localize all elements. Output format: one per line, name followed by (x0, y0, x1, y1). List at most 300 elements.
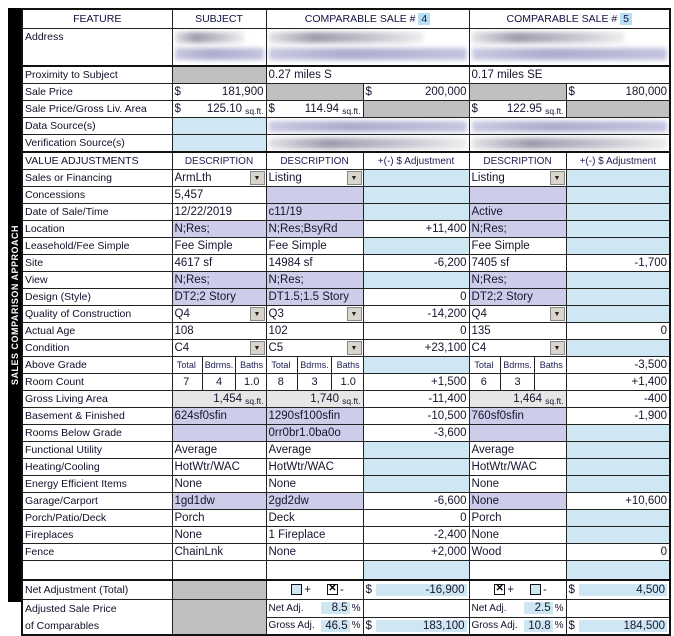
feature-label: Net Adjustment (Total) (22, 580, 172, 600)
money-value: 180,000 (625, 86, 668, 98)
feature-label: Proximity to Subject (22, 66, 172, 84)
net-adj-label: Net Adj. (471, 602, 507, 614)
subject-gla[interactable] (172, 391, 266, 408)
table-row (22, 84, 670, 101)
feature-label: Porch/Patio/Deck (22, 510, 172, 527)
adjusted-price-value: 184,500 (579, 620, 668, 632)
subject-value-cell[interactable]: Porch (172, 510, 266, 527)
comp5-adjustment-cell[interactable] (566, 170, 670, 187)
comp4-description-cell (266, 561, 363, 581)
currency-symbol: $ (568, 86, 575, 98)
feature-label (22, 561, 172, 581)
dropdown-arrow-icon[interactable]: ▼ (250, 341, 265, 355)
comp4-description-cell[interactable]: DT1.5;1.5 Story (266, 289, 363, 306)
dropdown-arrow-icon[interactable]: ▼ (550, 171, 565, 185)
comp4-adjustment-cell[interactable]: +23,100 (363, 340, 469, 357)
comp4-adjusted-price[interactable] (363, 617, 469, 635)
comp5-adjustment-cell[interactable] (566, 272, 670, 289)
baths-header: Baths (336, 360, 360, 370)
comp5-gla[interactable] (469, 391, 566, 408)
comp4-description-cell[interactable]: None (266, 544, 363, 561)
table-row (22, 561, 670, 581)
money-value: 114.94 (304, 103, 340, 115)
table-row (22, 493, 670, 510)
currency-symbol: $ (268, 103, 275, 115)
comp4-description-cell[interactable]: Q3 ▼ (266, 306, 363, 323)
comp4-address-redacted (266, 29, 469, 67)
comp4-description-redacted (266, 135, 469, 153)
table-row (22, 118, 670, 135)
feature-label: Actual Age (22, 323, 172, 340)
subject-value-cell[interactable]: Q4 ▼ (172, 306, 266, 323)
baths-value[interactable]: 1.0 (340, 376, 356, 388)
dropdown-arrow-icon[interactable]: ▼ (347, 307, 362, 321)
bedrooms-header: Bdrms. (298, 357, 332, 373)
comp5-adjustment-cell[interactable] (566, 289, 670, 306)
column-header-comp4 (266, 9, 469, 29)
dropdown-arrow-icon[interactable]: ▼ (347, 341, 362, 355)
comp4-adjustment-cell[interactable] (363, 238, 469, 255)
subject-room-count (172, 374, 266, 391)
plus-checkbox[interactable] (494, 584, 505, 595)
currency-symbol: $ (174, 86, 181, 98)
subject-value-cell[interactable] (172, 84, 266, 101)
comp5-header-text: COMPARABLE SALE # (506, 13, 618, 25)
feature-label: Gross Living Area (22, 391, 172, 408)
feature-label: Condition (22, 340, 172, 357)
comp4-adjustment-cell[interactable]: -14,200 (363, 306, 469, 323)
feature-label: Quality of Construction (22, 306, 172, 323)
comp5-adjustment-cell[interactable]: -3,500 (566, 357, 670, 374)
plus-checkbox[interactable] (291, 584, 302, 595)
comp4-adjustment-cell[interactable] (363, 187, 469, 204)
comp5-description-cell (469, 187, 566, 204)
comp4-description-cell[interactable]: 1290sf100sfin (266, 408, 363, 425)
total-header: Total (266, 357, 298, 373)
comp4-net-adj-pct[interactable] (266, 600, 363, 618)
adjusted-price-row-2 (22, 617, 670, 635)
comp5-adjustment-cell[interactable] (566, 425, 670, 442)
comp4-description-cell[interactable]: Fee Simple (266, 238, 363, 255)
subject-room-headers (172, 357, 266, 374)
table-row (22, 306, 670, 323)
comp4-adjustment-cell[interactable]: -6,200 (363, 255, 469, 272)
feature-label: Fireplaces (22, 527, 172, 544)
subject-value-cell[interactable]: None (172, 527, 266, 544)
plus-label: + (304, 584, 311, 596)
above-grade-row (22, 357, 670, 374)
comp5-adjustment-cell[interactable]: -1,700 (566, 255, 670, 272)
subject-value-cell[interactable]: ArmLth ▼ (172, 170, 266, 187)
net-adjustment-row (22, 580, 670, 600)
comp5-adjustment-cell[interactable]: -400 (566, 391, 670, 408)
minus-group (321, 584, 344, 596)
comp4-adjustment-cell[interactable]: -10,500 (363, 408, 469, 425)
feature-label: Above Grade (22, 357, 172, 374)
comp4-adjustment-cell[interactable] (363, 272, 469, 289)
table-row (22, 238, 670, 255)
comp5-description-cell[interactable]: 760sf0sfin (469, 408, 566, 425)
comp4-description-cell[interactable]: 14984 sf (266, 255, 363, 272)
sqft-unit: sq.ft. (342, 395, 361, 406)
comp4-description-cell[interactable]: Average (266, 442, 363, 459)
subject-value-cell[interactable]: 624sf0sfin (172, 408, 266, 425)
comp4-adjustment-cell[interactable]: -3,600 (363, 425, 469, 442)
comp4-net-adjustment-amount[interactable] (363, 580, 469, 600)
plus-group (488, 584, 514, 596)
adjusted-price-row-1 (22, 600, 670, 618)
table-row (22, 135, 670, 153)
comp5-adjustment-header: +(-) $ Adjustment (566, 152, 670, 170)
feature-label: Concessions (22, 187, 172, 204)
subject-value-cell[interactable] (172, 118, 266, 135)
feature-label: Adjusted Sale Price (22, 600, 172, 618)
bedrooms-value[interactable]: 4 (203, 374, 236, 390)
value-adjustments-header-row (22, 152, 670, 170)
percent-sign: % (554, 620, 564, 632)
comp4-description-cell[interactable]: c11/19 (266, 204, 363, 221)
comp4-adjustment-cell[interactable] (363, 204, 469, 221)
comp5-adjustment-cell[interactable]: +10,600 (566, 493, 670, 510)
comp5-adjustment-cell[interactable] (566, 442, 670, 459)
comp5-description-cell[interactable]: 135 (469, 323, 566, 340)
comp4-description-cell[interactable]: 2gd2dw (266, 493, 363, 510)
comp4-description-cell[interactable]: 0rr0br1.0ba0o (266, 425, 363, 442)
sqft-unit: sq.ft. (545, 105, 564, 116)
comp5-blank-cell (566, 600, 670, 618)
comp5-adjustment-cell[interactable] (566, 204, 670, 221)
minus-group (524, 584, 547, 596)
comp4-blank-cell (363, 600, 469, 618)
comp4-description-cell[interactable]: 102 (266, 323, 363, 340)
comp4-description-cell (266, 84, 363, 101)
comp5-description-cell (469, 425, 566, 442)
baths-value[interactable]: 1.0 (244, 376, 260, 388)
subject-value-cell[interactable]: ChainLnk (172, 544, 266, 561)
subject-value-cell[interactable]: 1gd1dw (172, 493, 266, 510)
feature-label: Leasehold/Fee Simple (22, 238, 172, 255)
table-row (22, 101, 670, 118)
gla-value: 1,464 (513, 393, 543, 405)
table-row (22, 9, 670, 29)
table-row (22, 476, 670, 493)
subject-value-cell[interactable]: N;Res; (172, 221, 266, 238)
subject-value-cell[interactable]: None (172, 476, 266, 493)
comp5-adjustment-cell[interactable]: +1,400 (566, 374, 670, 391)
comp5-adjustment-cell[interactable] (566, 527, 670, 544)
comp4-adjustment-cell[interactable]: +1,500 (363, 374, 469, 391)
comp4-description-cell[interactable]: HotWtr/WAC (266, 459, 363, 476)
bedrooms-header: Bdrms. (203, 357, 236, 373)
comp5-description-cell[interactable]: Listing ▼ (469, 170, 566, 187)
dropdown-arrow-icon[interactable]: ▼ (550, 307, 565, 321)
comp5-adjustment-cell[interactable] (566, 476, 670, 493)
comp4-gla[interactable] (266, 391, 363, 408)
comp4-adjustment-cell[interactable] (363, 459, 469, 476)
feature-label: Address (22, 29, 172, 67)
section-sidebar (8, 8, 21, 602)
comp4-adjustment-cell[interactable]: -2,400 (363, 527, 469, 544)
table-row (22, 221, 670, 238)
subject-value-cell[interactable]: Average (172, 442, 266, 459)
feature-label: Garage/Carport (22, 493, 172, 510)
table-row (22, 204, 670, 221)
currency-symbol: $ (365, 619, 372, 632)
comp4-header-text: COMPARABLE SALE # (304, 13, 416, 25)
comp4-adjustment-cell[interactable]: -11,400 (363, 391, 469, 408)
feature-label: Basement & Finished (22, 408, 172, 425)
subject-value-cell[interactable]: 5,457 (172, 187, 266, 204)
comp5-room-headers (469, 357, 566, 374)
gross-adj-label: Gross Adj. (471, 620, 518, 632)
comp4-gross-adj-pct[interactable] (266, 617, 363, 635)
feature-label: Location (22, 221, 172, 238)
comp5-net-adj-pct[interactable] (469, 600, 566, 618)
comp4-adjustment-cell[interactable] (363, 170, 469, 187)
comp4-description-cell[interactable]: N;Res;BsyRd (266, 221, 363, 238)
percent-sign: % (351, 602, 361, 614)
total-header: Total (172, 357, 203, 373)
gross-adj-label: Gross Adj. (268, 620, 315, 632)
comp4-number-highlight: 4 (418, 13, 430, 25)
total-header: Total (469, 357, 501, 373)
comp4-adjustment-cell[interactable]: 0 (363, 323, 469, 340)
subject-value-cell[interactable]: C4 ▼ (172, 340, 266, 357)
net-adj-label: Net Adj. (268, 602, 304, 614)
room-count-row (22, 374, 670, 391)
plus-label: + (507, 584, 514, 596)
address-row (22, 29, 670, 67)
feature-label: Design (Style) (22, 289, 172, 306)
comp5-description-cell[interactable]: None (469, 527, 566, 544)
comp4-adjustment-cell[interactable] (363, 442, 469, 459)
comp4-description-cell[interactable]: 1 Fireplace (266, 527, 363, 544)
total-value[interactable]: 8 (266, 374, 298, 390)
comp4-adjustment-cell[interactable]: 0 (363, 510, 469, 527)
money-value: 125.10 (206, 103, 243, 115)
comp5-description-cell[interactable]: Average (469, 442, 566, 459)
comp5-adjustment-cell[interactable] (566, 84, 670, 101)
total-value[interactable]: 6 (469, 374, 501, 390)
table-row (22, 340, 670, 357)
total-value[interactable]: 7 (172, 374, 203, 390)
comp5-adjustment-cell[interactable] (566, 187, 670, 204)
bedrooms-value[interactable]: 3 (298, 374, 332, 390)
comp4-net-sign (266, 580, 363, 600)
bedrooms-header: Bdrms. (501, 357, 535, 373)
table-row (22, 527, 670, 544)
money-value: 181,900 (221, 86, 264, 98)
gla-value: 1,454 (213, 393, 243, 405)
comp4-adjustment-cell[interactable]: -6,600 (363, 493, 469, 510)
subject-description-header: DESCRIPTION (172, 152, 266, 170)
feature-label: Energy Efficient Items (22, 476, 172, 493)
currency-symbol: $ (365, 584, 372, 596)
table-row (22, 408, 670, 425)
comp5-adjustment-cell[interactable]: -1,900 (566, 408, 670, 425)
gross-living-area-row (22, 391, 670, 408)
bedrooms-value[interactable]: 3 (501, 374, 535, 390)
table-row (22, 510, 670, 527)
currency-symbol: $ (568, 619, 575, 632)
subject-value-cell (172, 561, 266, 581)
subject-value-cell[interactable]: 12/22/2019 (172, 204, 266, 221)
comp4-description-cell[interactable]: Deck (266, 510, 363, 527)
feature-label: Data Source(s) (22, 118, 172, 135)
section-label-vertical: SALES COMPARISON APPROACH (9, 224, 20, 385)
comp5-adjustment-cell[interactable] (566, 510, 670, 527)
baths-header: Baths (539, 360, 563, 370)
comp4-description-cell[interactable]: N;Res; (266, 272, 363, 289)
gross-pct-value: 46.5 (321, 620, 350, 632)
comp5-adjustment-cell[interactable] (566, 221, 670, 238)
comp5-adjustment-cell[interactable] (566, 306, 670, 323)
comp4-adjustment-cell[interactable]: +2,000 (363, 544, 469, 561)
comp5-adjustment-cell[interactable]: 0 (566, 544, 670, 561)
comp5-net-adjustment-amount[interactable] (566, 580, 670, 600)
feature-label: Sales or Financing (22, 170, 172, 187)
table-row (22, 66, 670, 84)
baths-value[interactable] (535, 374, 566, 390)
comp5-adjustment-cell[interactable]: 0 (566, 323, 670, 340)
comp5-description-cell[interactable]: N;Res; (469, 221, 566, 238)
feature-label: Sale Price/Gross Liv. Area (22, 101, 172, 118)
comp5-description-cell[interactable]: HotWtr/WAC (469, 459, 566, 476)
dropdown-arrow-icon[interactable]: ▼ (550, 341, 565, 355)
comp4-adjustment-cell[interactable] (363, 561, 469, 581)
table-row (22, 442, 670, 459)
table-row (22, 425, 670, 442)
comp4-adjustment-cell[interactable]: +11,400 (363, 221, 469, 238)
comp5-description-cell[interactable]: 0.17 miles SE (469, 66, 670, 84)
feature-label: Date of Sale/Time (22, 204, 172, 221)
subject-value-cell[interactable]: DT2;2 Story (172, 289, 266, 306)
table-row (22, 323, 670, 340)
column-header-comp5 (469, 9, 670, 29)
sqft-unit: sq.ft. (245, 395, 264, 406)
comp5-description-cell[interactable]: C4 ▼ (469, 340, 566, 357)
comp5-description-cell[interactable]: Porch (469, 510, 566, 527)
subject-shaded-cell (172, 580, 266, 600)
subject-value-cell[interactable]: N;Res; (172, 272, 266, 289)
comp5-description-cell[interactable]: Fee Simple (469, 238, 566, 255)
comp5-description-cell[interactable]: None (469, 493, 566, 510)
comp4-adjustment-cell[interactable] (363, 476, 469, 493)
comp5-adjustment-cell[interactable] (566, 340, 670, 357)
currency-symbol: $ (365, 86, 372, 98)
subject-value-cell[interactable]: 4617 sf (172, 255, 266, 272)
comp5-description-cell[interactable]: 7405 sf (469, 255, 566, 272)
comp5-description-redacted (469, 118, 670, 135)
dropdown-arrow-icon[interactable]: ▼ (250, 171, 265, 185)
sqft-unit: sq.ft. (545, 395, 564, 406)
sqft-unit: sq.ft. (245, 105, 264, 116)
comp4-adjustment-cell[interactable] (363, 84, 469, 101)
comp5-description-cell[interactable]: Wood (469, 544, 566, 561)
dropdown-arrow-icon[interactable]: ▼ (250, 307, 265, 321)
comp4-adjustment-cell (363, 101, 469, 118)
feature-label: View (22, 272, 172, 289)
currency-symbol: $ (174, 103, 181, 115)
comp5-number-highlight: 5 (620, 13, 632, 25)
feature-label: Sale Price (22, 84, 172, 101)
comp5-description-cell[interactable]: Active (469, 204, 566, 221)
minus-label: - (542, 584, 547, 596)
percent-sign: % (554, 602, 564, 614)
minus-checkbox[interactable] (530, 584, 541, 595)
comp4-description-cell[interactable]: 0.27 miles S (266, 66, 469, 84)
percent-sign: % (351, 620, 361, 632)
subject-value-cell[interactable] (172, 135, 266, 153)
comp5-description-cell[interactable]: N;Res; (469, 272, 566, 289)
table-row (22, 459, 670, 476)
table-row (22, 544, 670, 561)
comp4-room-headers (266, 357, 363, 374)
subject-address-redacted (172, 29, 266, 67)
adjusted-price-value: 183,100 (376, 620, 467, 632)
dropdown-arrow-icon[interactable]: ▼ (347, 171, 362, 185)
comp5-net-sign (469, 580, 566, 600)
comp5-description-cell (469, 561, 566, 581)
comp5-gross-adj-pct[interactable] (469, 617, 566, 635)
subject-value-cell[interactable]: 108 (172, 323, 266, 340)
comparison-grid (21, 8, 671, 636)
comp4-description-cell (266, 187, 363, 204)
comp5-description-header: DESCRIPTION (469, 152, 566, 170)
feature-label: Verification Source(s) (22, 135, 172, 153)
subject-value-cell[interactable] (172, 101, 266, 118)
comp4-adjustment-header: +(-) $ Adjustment (363, 152, 469, 170)
comp4-adjustment-cell[interactable]: 0 (363, 289, 469, 306)
comp5-description-redacted (469, 135, 670, 153)
amount-value: 4,500 (579, 584, 668, 596)
comp4-adjustment-cell[interactable] (363, 357, 469, 374)
feature-label: Room Count (22, 374, 172, 391)
comp5-adjustment-cell[interactable] (566, 561, 670, 581)
comp5-address-redacted (469, 29, 670, 67)
comp5-description-cell[interactable]: Q4 ▼ (469, 306, 566, 323)
comp4-description-cell[interactable]: None (266, 476, 363, 493)
minus-label: - (339, 584, 344, 596)
feature-label: Site (22, 255, 172, 272)
currency-symbol: $ (568, 584, 575, 596)
currency-symbol: $ (471, 103, 478, 115)
feature-label: Functional Utility (22, 442, 172, 459)
comp4-description-redacted (266, 118, 469, 135)
comp5-adjustment-cell[interactable] (566, 459, 670, 476)
comp5-description-cell[interactable]: None (469, 476, 566, 493)
comp4-description-cell[interactable]: C5 ▼ (266, 340, 363, 357)
value-adjustments-label: VALUE ADJUSTMENTS (22, 152, 172, 170)
comp5-description-cell[interactable] (469, 101, 566, 118)
table-row (22, 187, 670, 204)
feature-label: Heating/Cooling (22, 459, 172, 476)
column-header-subject: SUBJECT (172, 9, 266, 29)
comp5-adjusted-price[interactable] (566, 617, 670, 635)
comp5-description-cell[interactable]: DT2;2 Story (469, 289, 566, 306)
subject-value-cell[interactable]: HotWtr/WAC (172, 459, 266, 476)
comp4-description-header: DESCRIPTION (266, 152, 363, 170)
subject-value-cell[interactable]: Fee Simple (172, 238, 266, 255)
comp5-adjustment-cell[interactable] (566, 238, 670, 255)
sqft-unit: sq.ft. (342, 105, 361, 116)
comp4-description-cell[interactable]: Listing ▼ (266, 170, 363, 187)
comp4-description-cell[interactable] (266, 101, 363, 118)
net-pct-value: 2.5 (524, 602, 553, 614)
comp5-description-cell (469, 84, 566, 101)
minus-checkbox[interactable] (327, 584, 338, 595)
subject-value-cell (172, 425, 266, 442)
